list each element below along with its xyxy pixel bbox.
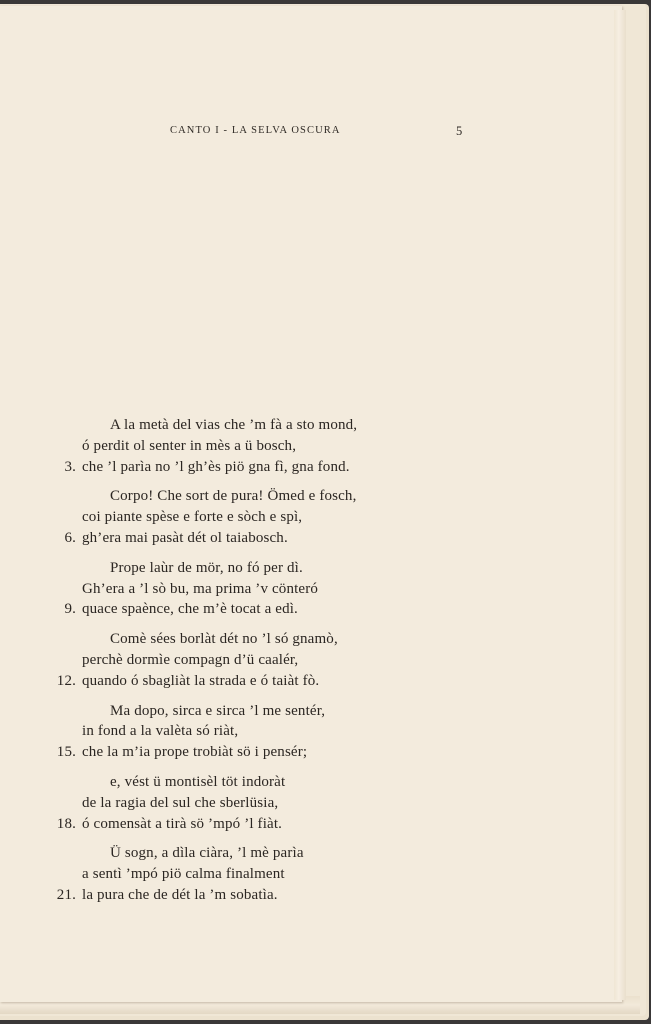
verse-line [0, 742, 622, 763]
verse-line [0, 701, 622, 722]
running-head [0, 125, 622, 141]
verse-text: Ü sogn, a dìla ciàra, ’l mè parìa [110, 845, 304, 862]
verse-text: ó comensàt a tirà sö ’mpó ’l fiàt. [82, 815, 283, 832]
verse-line [0, 864, 622, 885]
verse-line [0, 486, 622, 507]
verse-number: 18. [56, 815, 76, 832]
verse-number: 3. [64, 458, 76, 475]
verse-line [0, 415, 622, 436]
verse-line [0, 885, 622, 906]
tercet [0, 843, 622, 905]
verse-line [0, 843, 622, 864]
tercet [0, 415, 622, 477]
verse-text: quace spaènce, che m’è tocat a edì. [82, 601, 298, 618]
verse-number: 6. [64, 529, 76, 546]
verse-line [0, 528, 622, 549]
verse-text: ó perdit ol senter in mès a ü bosch, [82, 437, 297, 454]
verse-line [0, 457, 622, 478]
verse-text: in fond a la valèta só riàt, [82, 723, 239, 740]
verse-number: 12. [56, 672, 76, 689]
verse-line [0, 599, 622, 620]
verse-line [0, 650, 622, 671]
verse-number: 9. [64, 601, 76, 618]
tercet [0, 701, 622, 763]
verse-text: Gh’era a ’l sò bu, ma prima ’v cönteró [82, 580, 319, 597]
tercet [0, 486, 622, 548]
verse-text: Prope laùr de mör, no fó per dì. [110, 559, 303, 576]
verse-text: Ma dopo, sirca e sirca ’l me sentér, [110, 702, 326, 719]
verse-line [0, 436, 622, 457]
verse-text: quando ó sbagliàt la strada e ó taiàt fò. [82, 672, 320, 689]
canto-title: CANTO I - LA SELVA OSCURA [170, 125, 341, 136]
verse-text: a sentì ’mpó piö calma finalment [82, 866, 285, 883]
poem-body [0, 415, 622, 915]
verse-text: Comè sées borlàt dét no ’l só gnamò, [110, 631, 338, 648]
page-number: 5 [456, 124, 463, 138]
right-page-edge [614, 10, 626, 1000]
verse-text: coi piante spèse e forte e sòch e spì, [82, 509, 303, 526]
verse-text: Corpo! Che sort de pura! Ömed e fosch, [110, 488, 357, 505]
verse-line [0, 629, 622, 650]
verse-text: perchè dormìe compagn d’ü caalér, [82, 651, 299, 668]
verse-number: 21. [56, 886, 76, 903]
verse-text: che la m’ia prope trobiàt sö i pensér; [82, 744, 308, 761]
book-page [0, 6, 622, 1002]
verse-line [0, 814, 622, 835]
verse-text: gh’era mai pasàt dét ol taiabosch. [82, 529, 288, 546]
verse-line [0, 721, 622, 742]
verse-text: la pura che de dét la ’m sobatìa. [82, 886, 278, 903]
verse-text: de la ragia del sul che sberlüsia, [82, 794, 279, 811]
verse-line [0, 579, 622, 600]
tercet [0, 558, 622, 620]
verse-line [0, 558, 622, 579]
verse-line [0, 793, 622, 814]
verse-number: 15. [56, 744, 76, 761]
tercet [0, 629, 622, 691]
verse-text: che ’l parìa no ’l gh’ès piö gna fì, gna fond. [82, 458, 350, 475]
verse-text: e, vést ü montisèl töt indoràt [110, 773, 286, 790]
verse-line [0, 671, 622, 692]
verse-text: A la metà del vias che ’m fà a sto mond, [110, 417, 358, 433]
tercet [0, 772, 622, 834]
verse-line [0, 507, 622, 528]
verse-line [0, 772, 622, 793]
